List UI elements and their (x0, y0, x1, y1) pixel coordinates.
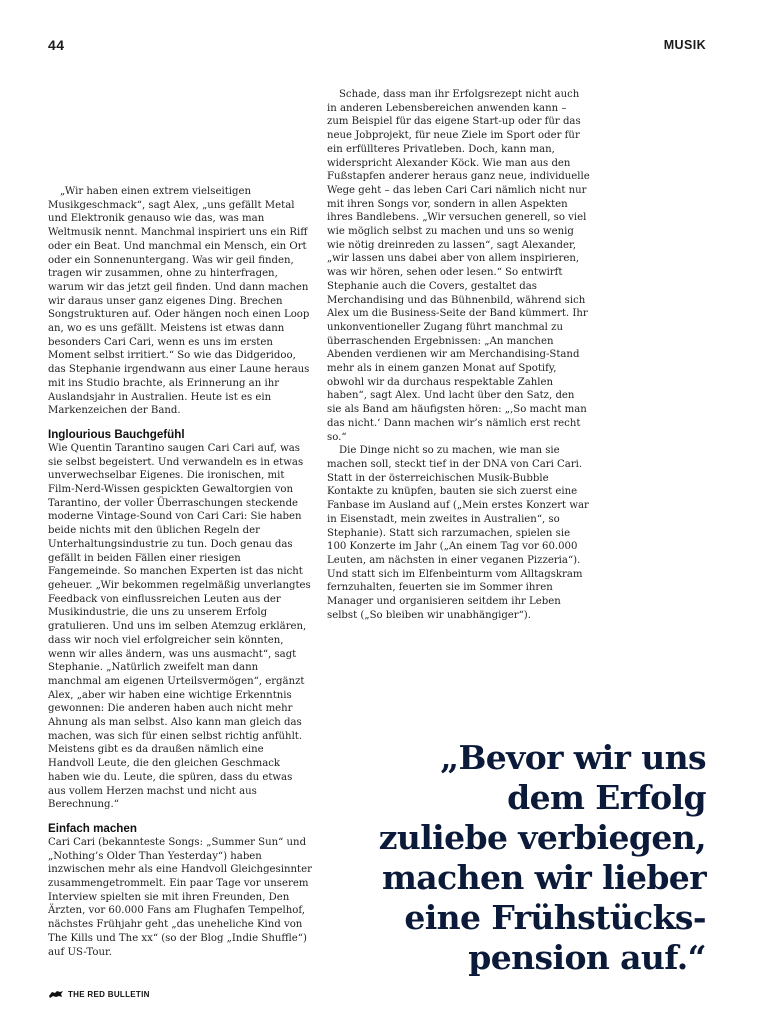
pull-quote-line: machen wir lieber (381, 858, 706, 897)
pull-quote-line: zuliebe verbiegen, (378, 818, 706, 857)
red-bull-logo-icon (48, 989, 64, 999)
brand-name: THE RED BULLETIN (68, 989, 150, 999)
article-column-right (327, 88, 591, 622)
article-column-left (48, 185, 312, 959)
article-paragraph: Die Dinge nicht so zu machen, wie man sie machen soll, steckt tief in der DNA von Cari Cari. Statt in der österreichischen Musik-Bubble Kontakte zu knüpfen, bauten sie sich zuerst eine Fanbase im Ausland auf („Mein erstes Konzert war in Eisenstadt, mein zweites in Australien“, so Stephanie). Statt sich rarzumachen, spielen sie 100 Konzerte im Jahr („An einem Tag vor 60.000 Leuten, am nächsten in einer veganen Pizzeria“). Und statt sich im Elfenbeinturm vom Alltagskram fernzuhalten, feuerten sie im Sommer ihren Manager und organisieren seitdem ihr Leben selbst („So bleiben wir unabhängiger“). (327, 445, 589, 621)
subheading-inglourious: Inglourious Bauchgefühl (48, 427, 185, 441)
pull-quote-line: eine Frühstücks- (404, 898, 706, 937)
footer-brand (48, 989, 150, 999)
page-number: 44 (48, 37, 65, 53)
subheading-einfach-machen: Einfach machen (48, 821, 137, 835)
pull-quote-line: „Bevor wir uns (440, 738, 706, 777)
article-paragraph: Schade, dass man ihr Erfolgsrezept nicht auch in anderen Lebensbereichen anwenden kann – zum Beispiel für das eigene Start-up oder für das neue Jobprojekt, für neue Ziele im Sport oder für ein erfüllteres Privatleben. Doch, kann man, widerspricht Alexander Köck. Wie man aus den Fußstapfen anderer heraus ganz neue, individuelle Wege geht – das leben Cari Cari nämlich nicht nur mit ihren Songs vor, sondern in allen Aspekten ihres Bandlebens. „Wir versuchen generell, so viel wie möglich selbst zu machen und uns so wenig wie nötig dreinreden zu lassen“, sagt Alexander, „wir lassen uns dabei aber von allem inspirieren, was wir hören, sehen oder lesen.“ So entwirft Stephanie auch die Covers, gestaltet das Merchandising und das Bühnenbild, während sich Alex um die Business-Seite der Band kümmert. Ihr unkonventioneller Zugang führt manchmal zu überraschenden Ergebnissen: „An manchen Abenden verdienen wir am Merchandising-Stand mehr als in einem ganzen Monat auf Spotify, obwohl wir da durchaus respektable Zahlen haben“, sagt Alex. Und lacht über den Satz, den sie als Band am häufigsten hören: „‚So macht man das nicht.‘ Dann machen wir’s nämlich erst recht so.“ (327, 89, 590, 443)
article-paragraph: „Wir haben einen extrem vielseitigen Musikgeschmack“, sagt Alex, „uns gefällt Metal und Elektronik genauso wie das, was man Weltmusik nennt. Manchmal inspiriert uns ein Riff oder ein Beat. Und manchmal ein Mensch, ein Ort oder ein Sonnenuntergang. Was wir geil finden, tragen wir zusammen, ohne zu hinterfragen, warum wir das jetzt geil finden. Und dann machen wir daraus unser ganz eigenes Ding. Brechen Songstrukturen auf. Oder hängen noch einen Loop an, wo es uns gefällt. Meistens ist etwas dann besonders Cari Cari, wenn es uns im ersten Moment selbst irritiert.“ So wie das Didgeridoo, das Stephanie irgendwann aus einer Laune heraus mit ins Studio brachte, als Erinnerung an ihr Auslandsjahr in Australien. Heute ist es ein Markenzeichen der Band. (48, 186, 310, 417)
pull-quote (286, 738, 706, 978)
section-label: MUSIK (663, 38, 706, 52)
pull-quote-line: dem Erfolg (507, 778, 706, 817)
article-paragraph: Cari Cari (bekannteste Songs: „Summer Sun“ und „Nothing’s Older Than Yesterday“) haben inzwischen mehr als eine Handvoll Gleichgesinnter zusammengetrommelt. Ein paar Tage vor unserem Interview spielten sie mit ihren Freunden, Den Ärzten, vor 60.000 Fans am Flughafen Tempelhof, nächstes Frühjahr geht „das uneheliche Kind von The Kills und The xx“ (so der Blog „Indie Shuffle“) auf US-Tour. (48, 836, 312, 958)
pull-quote-line: pension auf.“ (468, 938, 706, 977)
article-paragraph: Wie Quentin Tarantino saugen Cari Cari auf, was sie selbst begeistert. Und verwandeln es in etwas unverwechselbar Eigenes. Die ironischen, mit Film-Nerd-Wissen gespickten Gewaltorgien von Tarantino, der voller Überraschungen steckende moderne Vintage-Sound von Cari Cari: Sie haben beide nichts mit den üblichen Regeln der Unterhaltungsindustrie zu tun. Doch genau das gefällt in beiden Fällen einer riesigen Fangemeinde. So manchen Experten ist das nicht geheuer. „Wir bekommen regelmäßig unverlangtes Feedback von einflussreichen Leuten aus der Musikindustrie, die uns zu unserem Erfolg gratulieren. Und uns im selben Atemzug erklären, dass wir noch viel erfolgreicher sein könnten, wenn wir alles ändern, was uns ausmacht“, sagt Stephanie. „Natürlich zweifelt man dann manchmal am eigenen Urteilsvermögen“, ergänzt Alex, „aber wir haben eine wichtige Erkenntnis gewonnen: Die anderen haben auch nicht mehr Ahnung als man selbst. Also kann man gleich das machen, was sich für einen selbst richtig anfühlt. Meistens gibt es da draußen nämlich eine Handvoll Leute, die den gleichen Geschmack haben wie du. Leute, die spüren, dass du etwas aus vollem Herzen machst und nicht aus Berechnung.“ (48, 442, 311, 811)
